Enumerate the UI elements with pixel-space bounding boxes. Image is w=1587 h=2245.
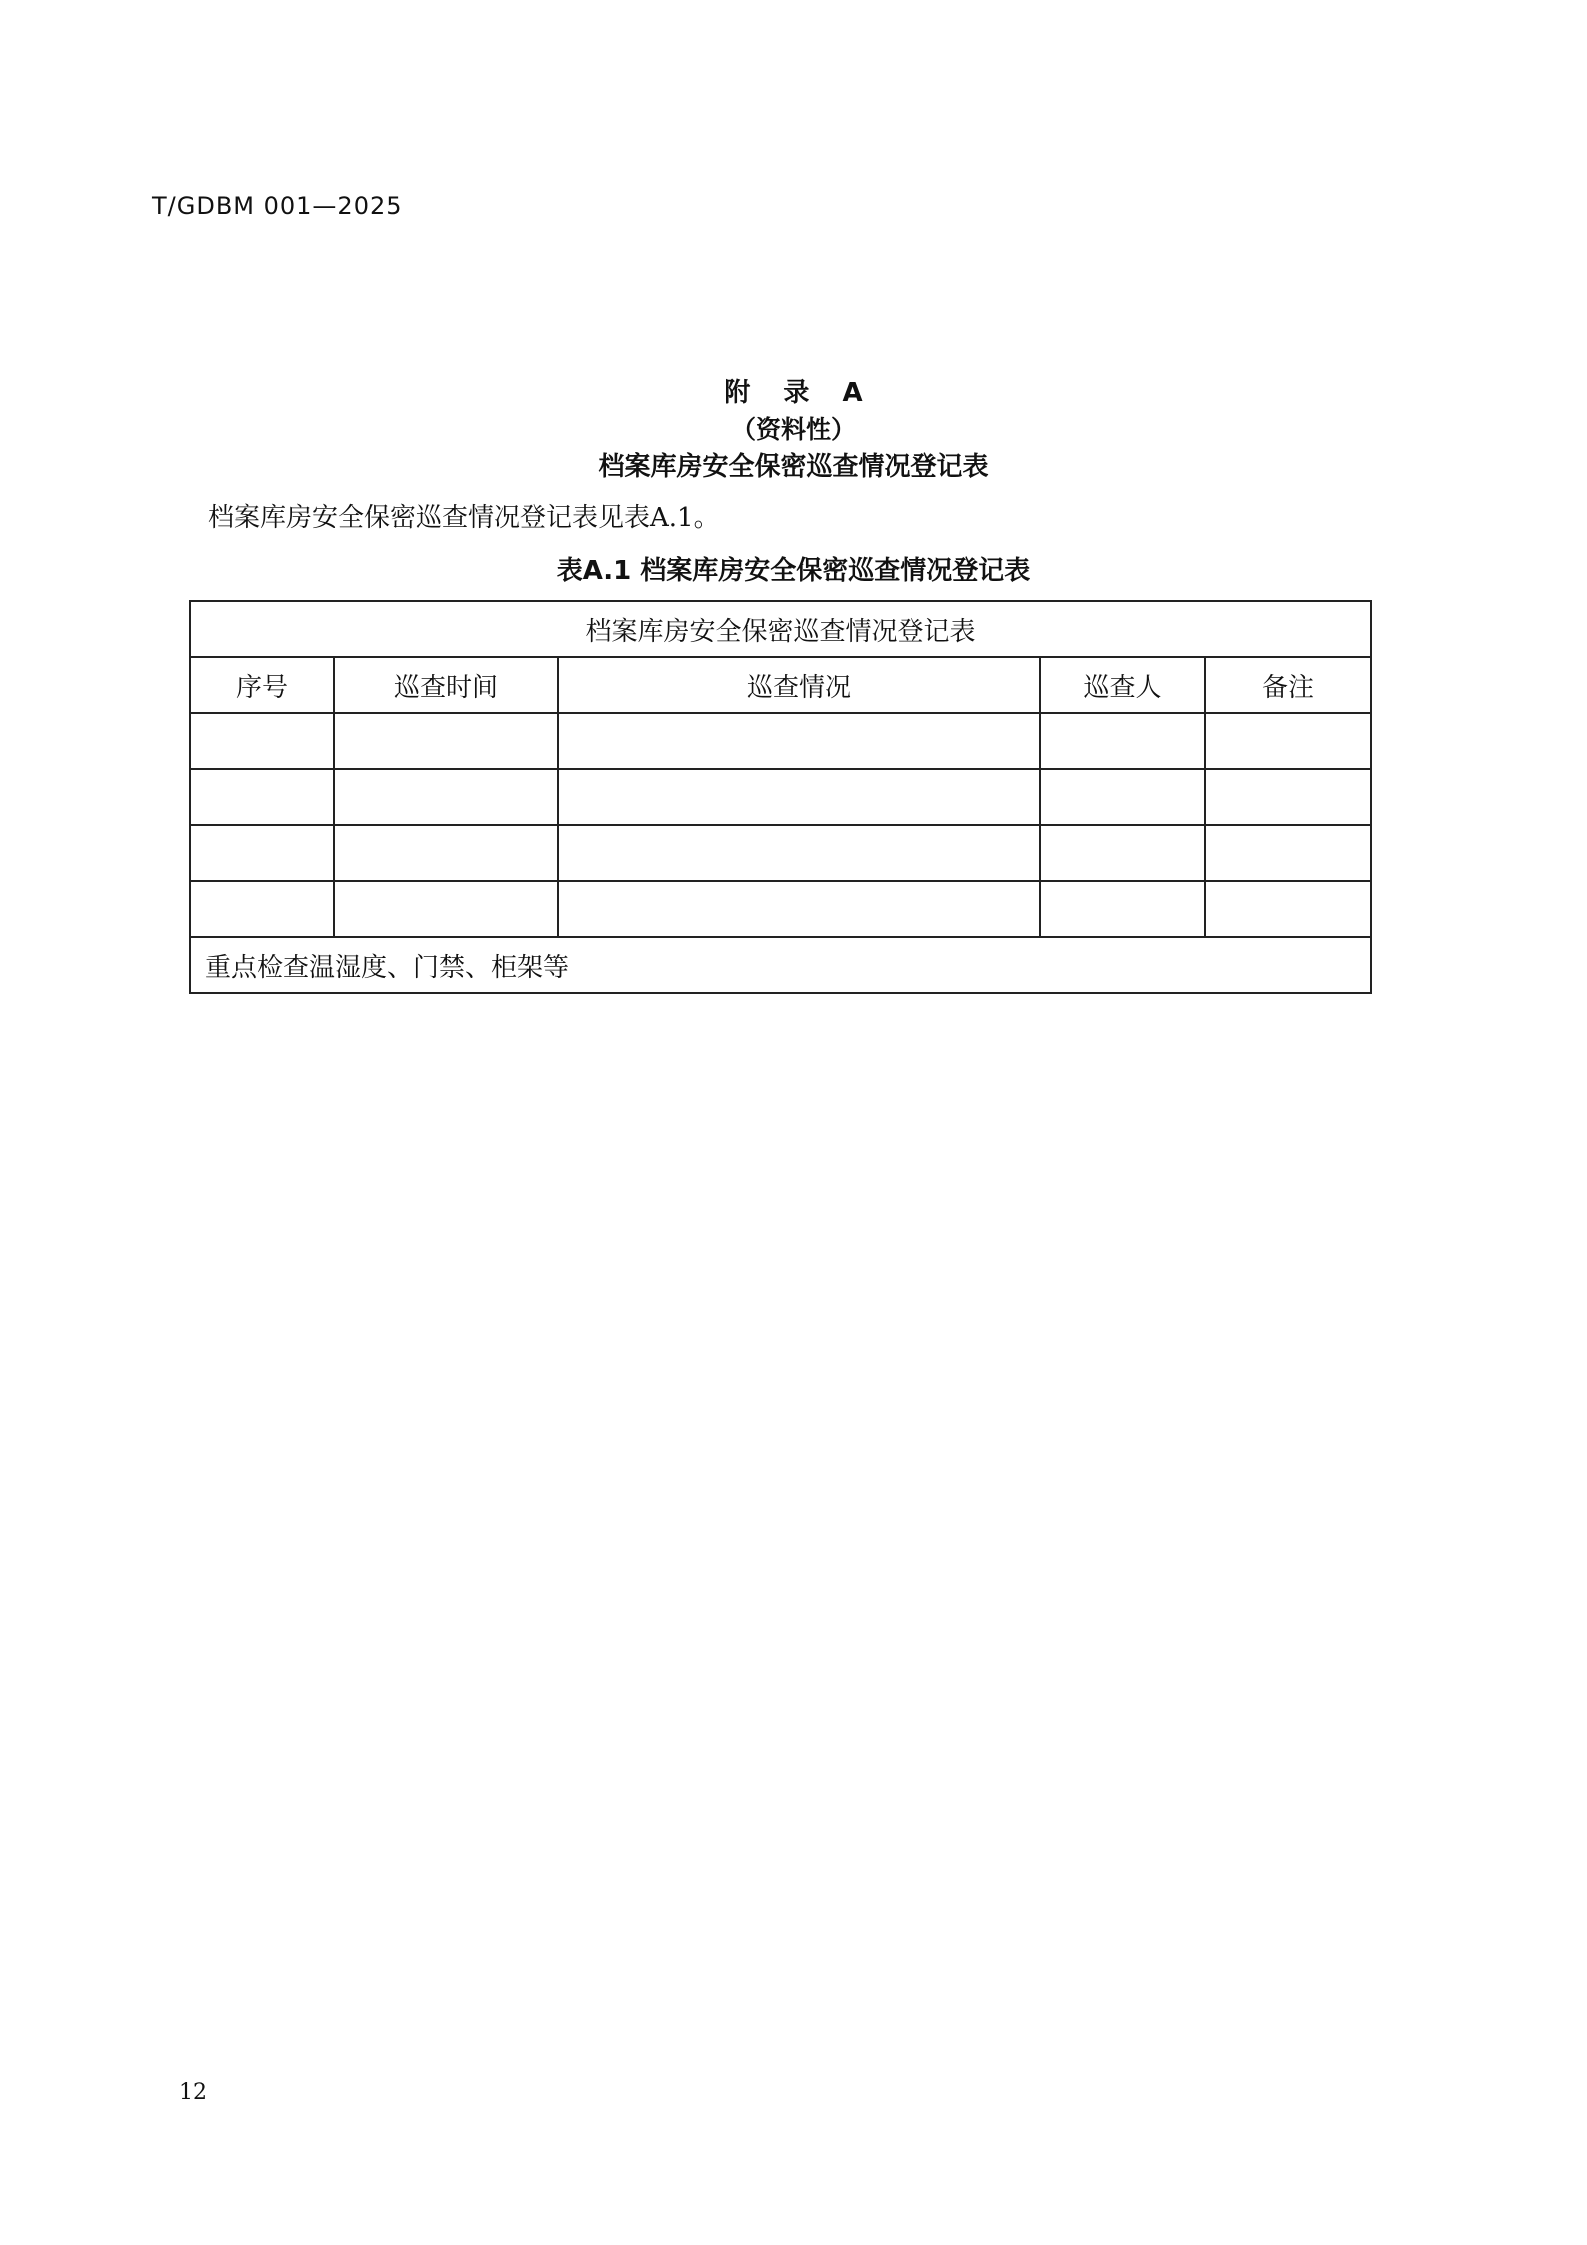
intro-paragraph: 档案库房安全保密巡查情况登记表见表A.1。	[208, 503, 720, 533]
column-header-inspector: 巡查人	[1040, 657, 1205, 713]
table-caption: 表A.1 档案库房安全保密巡查情况登记表	[556, 556, 1031, 586]
table-cell	[190, 881, 334, 937]
table-cell	[334, 825, 558, 881]
table-cell	[1205, 825, 1371, 881]
column-header-serial: 序号	[190, 657, 334, 713]
table-note-cell: 重点检查温湿度、门禁、柜架等	[190, 937, 1371, 993]
table-row	[190, 713, 1371, 769]
table-row	[190, 769, 1371, 825]
table-cell	[190, 713, 334, 769]
table-row	[190, 825, 1371, 881]
table-cell	[558, 713, 1040, 769]
table-cell	[1040, 881, 1205, 937]
table-cell	[558, 769, 1040, 825]
page-number: 12	[179, 2080, 207, 2105]
table-row	[190, 881, 1371, 937]
table-note-row	[190, 937, 1371, 993]
standard-code: T/GDBM 001—2025	[152, 192, 403, 220]
appendix-name: 档案库房安全保密巡查情况登记表	[598, 452, 989, 482]
column-header-patrol-status: 巡查情况	[558, 657, 1040, 713]
column-header-patrol-time: 巡查时间	[334, 657, 558, 713]
table-title-cell: 档案库房安全保密巡查情况登记表	[190, 601, 1371, 657]
table-title-row	[190, 601, 1371, 657]
table-cell	[334, 769, 558, 825]
appendix-nature: （资料性）	[730, 415, 856, 444]
table-cell	[558, 825, 1040, 881]
table-cell	[1040, 769, 1205, 825]
table-cell	[190, 769, 334, 825]
table-cell	[1040, 825, 1205, 881]
table-cell	[1205, 713, 1371, 769]
column-header-remarks: 备注	[1205, 657, 1371, 713]
appendix-title: 附 录 A	[724, 378, 863, 408]
table-cell	[334, 713, 558, 769]
table-cell	[334, 881, 558, 937]
table-cell	[1040, 713, 1205, 769]
patrol-record-table	[189, 600, 1372, 994]
table-cell	[190, 825, 334, 881]
table-cell	[1205, 769, 1371, 825]
table-cell	[1205, 881, 1371, 937]
table-header-row	[190, 657, 1371, 713]
table-cell	[558, 881, 1040, 937]
